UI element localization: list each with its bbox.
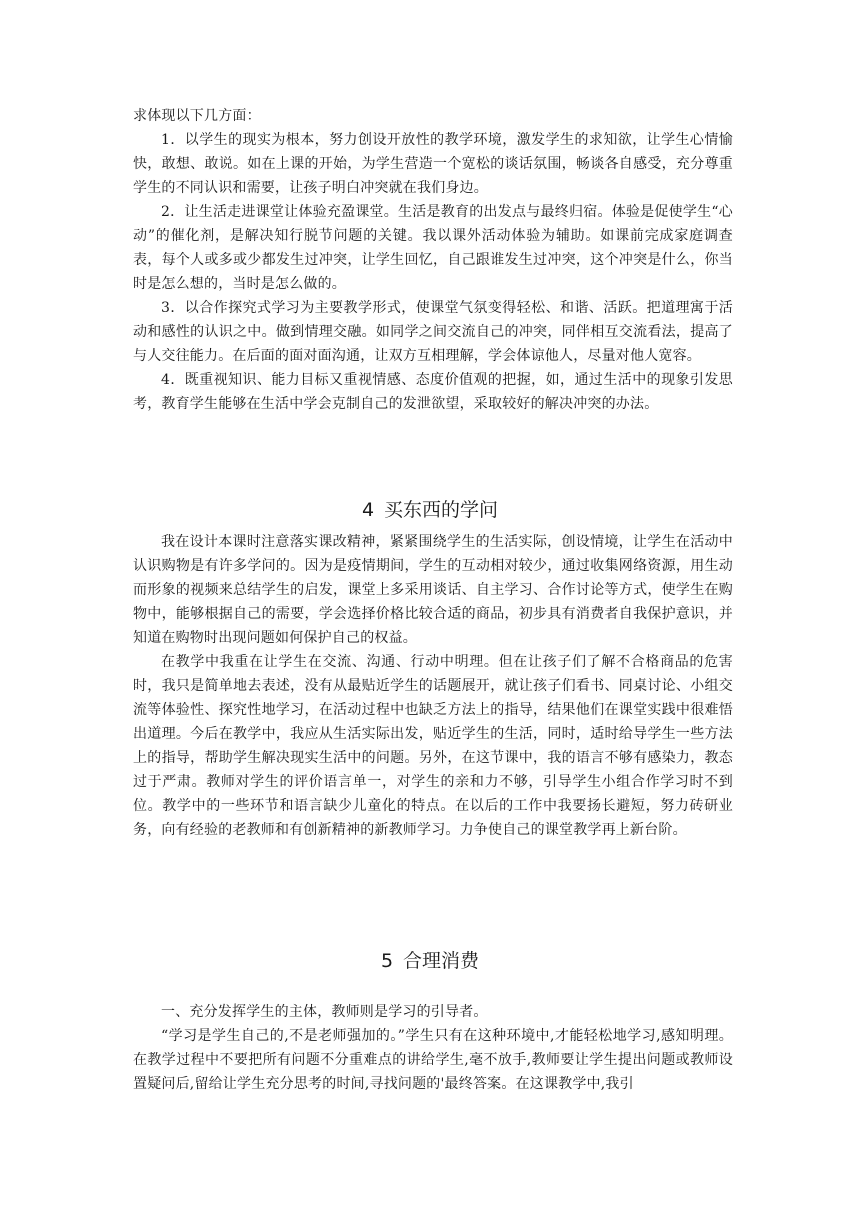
section-5-body — [133, 1000, 733, 1096]
intro-point-3: 3．以合作探究式学习为主要教学形式，使课堂气氛变得轻松、和谐、活跃。把道理寓于活动和感性的认识之中。做到情理交融。如同学之间交流自己的冲突，同伴相互交流看法，提高了与人交往能力。在后面的面对面沟通，让双方互相理解，学会体谅他人，尽量对他人宽容。 — [133, 300, 733, 364]
intro-lead: 求体现以下几方面： — [133, 108, 261, 124]
section-4-paragraph-2: 在教学中我重在让学生在交流、沟通、行动中明理。但在让孩子们了解不合格商品的危害时，我只是简单地去表述，没有从最贴近学生的话题展开，就让孩子们看书、同桌讨论、小组交流等体验性、探究性地学习，在活动过程中也缺乏方法上的指导，结果他们在课堂实践中很难悟出道理。今后在教学中，我应从生活实际出发，贴近学生的生活，同时，适时给导学生一些方法上的指导，帮助学生解决现实生活中的问题。另外，在这节课中，我的语言不够有感染力，教态过于严肃。教师对学生的评价语言单一，对学生的亲和力不够，引导学生小组合作学习时不到位。教学中的一些环节和语言缺少儿童化的特点。在以后的工作中我要扬长避短，努力砖研业务，向有经验的老教师和有创新精神的新教师学习。力争使自己的课堂教学再上新台阶。 — [133, 654, 733, 838]
section-4-title: 买东西的学问 — [384, 499, 499, 521]
section-4-heading — [0, 497, 860, 523]
section-5-paragraph-2: “学习是学生自己的,不是老师强加的。”学生只有在这种环境中,才能轻松地学习,感知明理。在教学过程中不要把所有问题不分重难点的讲给学生,毫不放手,教师要让学生提出问题或教师设置疑问后,留给让学生充分思考的时间,寻找问题的'最终答案。在这课教学中,我引 — [133, 1028, 733, 1092]
intro-point-1: 1．以学生的现实为根本，努力创设开放性的教学环境，激发学生的求知欲，让学生心情愉快，敢想、敢说。如在上课的开始，为学生营造一个宽松的谈话氛围，畅谈各自感受，充分尊重学生的不同认识和需要，让孩子明白冲突就在我们身边。 — [133, 132, 733, 196]
section-5-number: 5 — [380, 950, 394, 972]
section-4-number: 4 — [361, 499, 375, 521]
section-4-body — [133, 530, 733, 842]
intro-point-2: 2．让生活走进课堂让体验充盈课堂。生活是教育的出发点与最终归宿。体验是促使学生“心动”的催化剂，是解决知行脱节问题的关键。我以课外活动体验为辅助。如课前完成家庭调查表，每个人或多或少都发生过冲突，让学生回忆，自己跟谁发生过冲突，这个冲突是什么，你当时是怎么想的，当时是怎么做的。 — [133, 204, 733, 292]
intro-block — [133, 104, 733, 416]
intro-point-4: 4．既重视知识、能力目标又重视情感、态度价值观的把握，如，通过生活中的现象引发思考，教育学生能够在生活中学会克制自己的发泄欲望，采取较好的解决冲突的办法。 — [133, 372, 733, 412]
section-5-paragraph-1: 一、充分发挥学生的主体，教师则是学习的引导者。 — [161, 1004, 488, 1020]
section-4-paragraph-1: 我在设计本课时注意落实课改精神，紧紧围绕学生的生活实际，创设情境，让学生在活动中认识购物是有许多学问的。因为是疫情期间，学生的互动相对较少，通过收集网络资源，用生动而形象的视频来总结学生的启发，课堂上多采用谈话、自主学习、合作讨论等方式，使学生在购物中，能够根据自己的需要，学会选择价格比较合适的商品，初步具有消费者自我保护意识，并知道在购物时出现问题如何保护自己的权益。 — [133, 534, 733, 646]
section-5-heading — [0, 948, 860, 974]
section-5-title: 合理消费 — [403, 950, 480, 972]
